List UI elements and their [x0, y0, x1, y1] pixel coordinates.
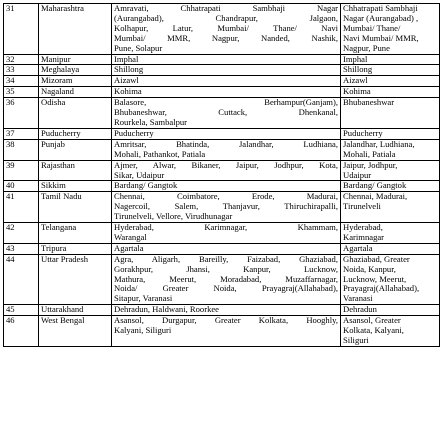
cities-cell — [112, 305, 341, 316]
hub-cities-cell — [341, 139, 440, 160]
row-number: 43 — [4, 243, 39, 254]
hub-cities-cell — [341, 65, 440, 76]
table-row — [4, 98, 440, 129]
table-row — [4, 4, 440, 55]
state-name: Maharashtra — [39, 4, 112, 55]
cities-text-line: Gorakhpur, Jhansi, Kanpur, Lucknow, — [114, 263, 338, 274]
cities-text-line: Sikar, Udaipur — [114, 169, 165, 180]
row-number: 31 — [4, 4, 39, 55]
hub-cities-cell — [341, 98, 440, 129]
hub-text-line: Mumbai/ Thane/ — [343, 22, 401, 33]
state-name: Tamil Nadu — [39, 192, 112, 223]
hub-text-line: Noida, Kanpur, — [343, 263, 396, 274]
hub-cities-cell — [341, 128, 440, 139]
row-number: 37 — [4, 128, 39, 139]
cities-text-line: Kohima — [114, 86, 142, 97]
hub-text-line: Varanasi — [343, 293, 373, 304]
state-name: Manipur — [39, 54, 112, 65]
row-number: 34 — [4, 76, 39, 87]
hub-cities-cell — [341, 54, 440, 65]
cities-cell — [112, 181, 341, 192]
state-name: Uttar Pradesh — [39, 254, 112, 305]
cities-text-line: Nagercoil, Salem, Thanjavur, Thiruchirapalli, — [114, 201, 338, 212]
hub-text-line: Aizawl — [343, 75, 368, 86]
hub-cities-cell — [341, 76, 440, 87]
state-name: Telangana — [39, 223, 112, 244]
cities-text-line: Shillong — [114, 64, 144, 75]
cities-text-line: Chennai, Coimbatore, Erode, Madurai, — [114, 191, 338, 202]
hub-text-line: Nagar (Aurangabad) , — [343, 12, 419, 23]
cities-text-line: Sitapur, Varanasi — [114, 293, 173, 304]
hub-cities-cell — [341, 316, 440, 347]
row-number: 35 — [4, 87, 39, 98]
hub-cities-cell — [341, 223, 440, 244]
hub-text-line: Prayagraj(Allahabad), — [343, 283, 420, 294]
cities-text-line: Mumbai/ MMR, Nagpur, Nanded, Nashik, — [114, 32, 338, 43]
hub-text-line: Chhatrapati Sambhaji — [343, 3, 418, 13]
cities-text-line: Asansol, Durgapur, Greater Kolkata, Hooghly, — [114, 315, 338, 326]
cities-cell — [112, 98, 341, 129]
table-row — [4, 65, 440, 76]
hub-text-line: Jalandhar, Ludhiana, — [343, 139, 415, 149]
cities-text-line: Hyderabad, Karimnagar, Khammam, — [114, 222, 338, 233]
state-name: Rajasthan — [39, 160, 112, 181]
row-number: 38 — [4, 139, 39, 160]
state-name: Meghalaya — [39, 65, 112, 76]
hub-text-line: Lucknow, Meerut, — [343, 273, 407, 284]
hub-cities-cell — [341, 254, 440, 305]
hub-text-line: Navi Mumbai/ MMR, — [343, 32, 419, 43]
table-row — [4, 76, 440, 87]
hub-text-line: Imphal — [343, 54, 368, 64]
cities-text-line: Puducherry — [114, 128, 154, 138]
row-number: 36 — [4, 98, 39, 129]
row-number: 41 — [4, 192, 39, 223]
cities-cell — [112, 160, 341, 181]
hub-text-line: Kolkata, Kalyani, — [343, 325, 404, 336]
hub-cities-cell — [341, 192, 440, 223]
hub-text-line: Siliguri — [343, 335, 369, 345]
cities-text-line: Kalyani, Siliguri — [114, 325, 172, 336]
cities-text-line: Mohali, Pathankot, Patiala — [114, 148, 206, 159]
cities-text-line: (Aurangabad), Chandrapur, Jalgaon, — [114, 12, 338, 23]
row-number: 42 — [4, 223, 39, 244]
table-row — [4, 54, 440, 65]
row-number: 45 — [4, 305, 39, 316]
cities-cell — [112, 4, 341, 55]
table-row — [4, 192, 440, 223]
table-row — [4, 254, 440, 305]
state-name: Tripura — [39, 243, 112, 254]
cities-cell — [112, 223, 341, 244]
hub-text-line: Ghaziabad, Greater — [343, 254, 410, 264]
row-number: 46 — [4, 316, 39, 347]
cities-text-line: Imphal — [114, 54, 139, 64]
cities-text-line: Kolhapur, Latur, Mumbai/ Thane/ Navi — [114, 22, 338, 33]
table-row — [4, 181, 440, 192]
cities-text-line: Amravati, Chhatrapati Sambhaji Nagar — [114, 3, 338, 13]
hub-cities-cell — [341, 305, 440, 316]
cities-text-line: Dehradun, Haldwani, Roorkee — [114, 304, 220, 315]
cities-text-line: Ajmer, Alwar, Bikaner, Jaipur, Jodhpur, Kota, — [114, 160, 338, 170]
cities-text-line: Warangal — [114, 231, 147, 242]
cities-text-line: Agartala — [114, 243, 144, 253]
cities-text-line: Pune, Solapur — [114, 42, 163, 53]
cities-cell — [112, 128, 341, 139]
hub-cities-cell — [341, 87, 440, 98]
table-row — [4, 87, 440, 98]
cities-text-line: Bardang/ Gangtok — [114, 180, 178, 191]
table-row — [4, 243, 440, 254]
hub-text-line: Tirunelveli — [343, 201, 381, 212]
hub-text-line: Shillong — [343, 64, 373, 75]
table-row — [4, 305, 440, 316]
table-row — [4, 160, 440, 181]
cities-text-line: Balasore, Berhampur(Ganjam), — [114, 97, 338, 108]
cities-text-line: Agra, Aligarh, Bareilly, Faizabad, Ghaziabad, — [114, 254, 338, 264]
hub-text-line: Kohima — [343, 86, 371, 97]
cities-text-line: Rourkela, Sambalpur — [114, 116, 188, 127]
cities-cell — [112, 243, 341, 254]
cities-cell — [112, 139, 341, 160]
cities-cell — [112, 254, 341, 305]
table-body — [4, 4, 440, 347]
cities-cell — [112, 54, 341, 65]
hub-cities-cell — [341, 4, 440, 55]
table-row — [4, 316, 440, 347]
cities-text-line: Amritsar, Bhatinda, Jalandhar, Ludhiana, — [114, 139, 338, 149]
hub-text-line: Hyderabad, — [343, 222, 383, 233]
hub-text-line: Agartala — [343, 243, 373, 253]
hub-text-line: Jaipur, Jodhpur, — [343, 160, 398, 170]
state-name: Nagaland — [39, 87, 112, 98]
state-name: Odisha — [39, 98, 112, 129]
row-number: 39 — [4, 160, 39, 181]
cities-cell — [112, 65, 341, 76]
row-number: 32 — [4, 54, 39, 65]
hub-text-line: Puducherry — [343, 128, 383, 138]
state-name: West Bengal — [39, 316, 112, 347]
table-row — [4, 128, 440, 139]
row-number: 40 — [4, 181, 39, 192]
state-name: Punjab — [39, 139, 112, 160]
row-number: 44 — [4, 254, 39, 305]
hub-text-line: Mohali, Patiala — [343, 148, 396, 159]
cities-text-line: Noida/ Greater Noida, Prayagraj(Allahabad), — [114, 283, 338, 294]
cities-cell — [112, 316, 341, 347]
cities-text-line: Bhubaneshwar, Cuttack, Dhenkanal, — [114, 107, 338, 118]
table-row — [4, 139, 440, 160]
hub-text-line: Bhubaneshwar — [343, 97, 395, 108]
hub-text-line: Udaipur — [343, 169, 372, 180]
hub-cities-cell — [341, 181, 440, 192]
hub-text-line: Nagpur, Pune — [343, 42, 390, 53]
cities-text-line: Mathura, Meerut, Moradabad, Muzaffarnagar, — [114, 273, 338, 284]
hub-text-line: Karimnagar — [343, 231, 385, 242]
hub-text-line: Bardang/ Gangtok — [343, 180, 407, 191]
cities-cell — [112, 87, 341, 98]
row-number: 33 — [4, 65, 39, 76]
state-name: Puducherry — [39, 128, 112, 139]
hub-text-line: Chennai, Madurai, — [343, 191, 408, 202]
cities-cell — [112, 192, 341, 223]
cities-text-line: Aizawl — [114, 75, 139, 86]
state-name: Uttarakhand — [39, 305, 112, 316]
hub-cities-cell — [341, 160, 440, 181]
state-name: Mizoram — [39, 76, 112, 87]
table-row — [4, 223, 440, 244]
cities-cell — [112, 76, 341, 87]
hub-text-line: Asansol, Greater — [343, 315, 401, 326]
hub-text-line: Dehradun — [343, 304, 377, 315]
state-cities-table — [3, 3, 440, 347]
hub-cities-cell — [341, 243, 440, 254]
cities-text-line: Tirunelveli, Vellore, Virudhunagar — [114, 211, 233, 222]
state-name: Sikkim — [39, 181, 112, 192]
